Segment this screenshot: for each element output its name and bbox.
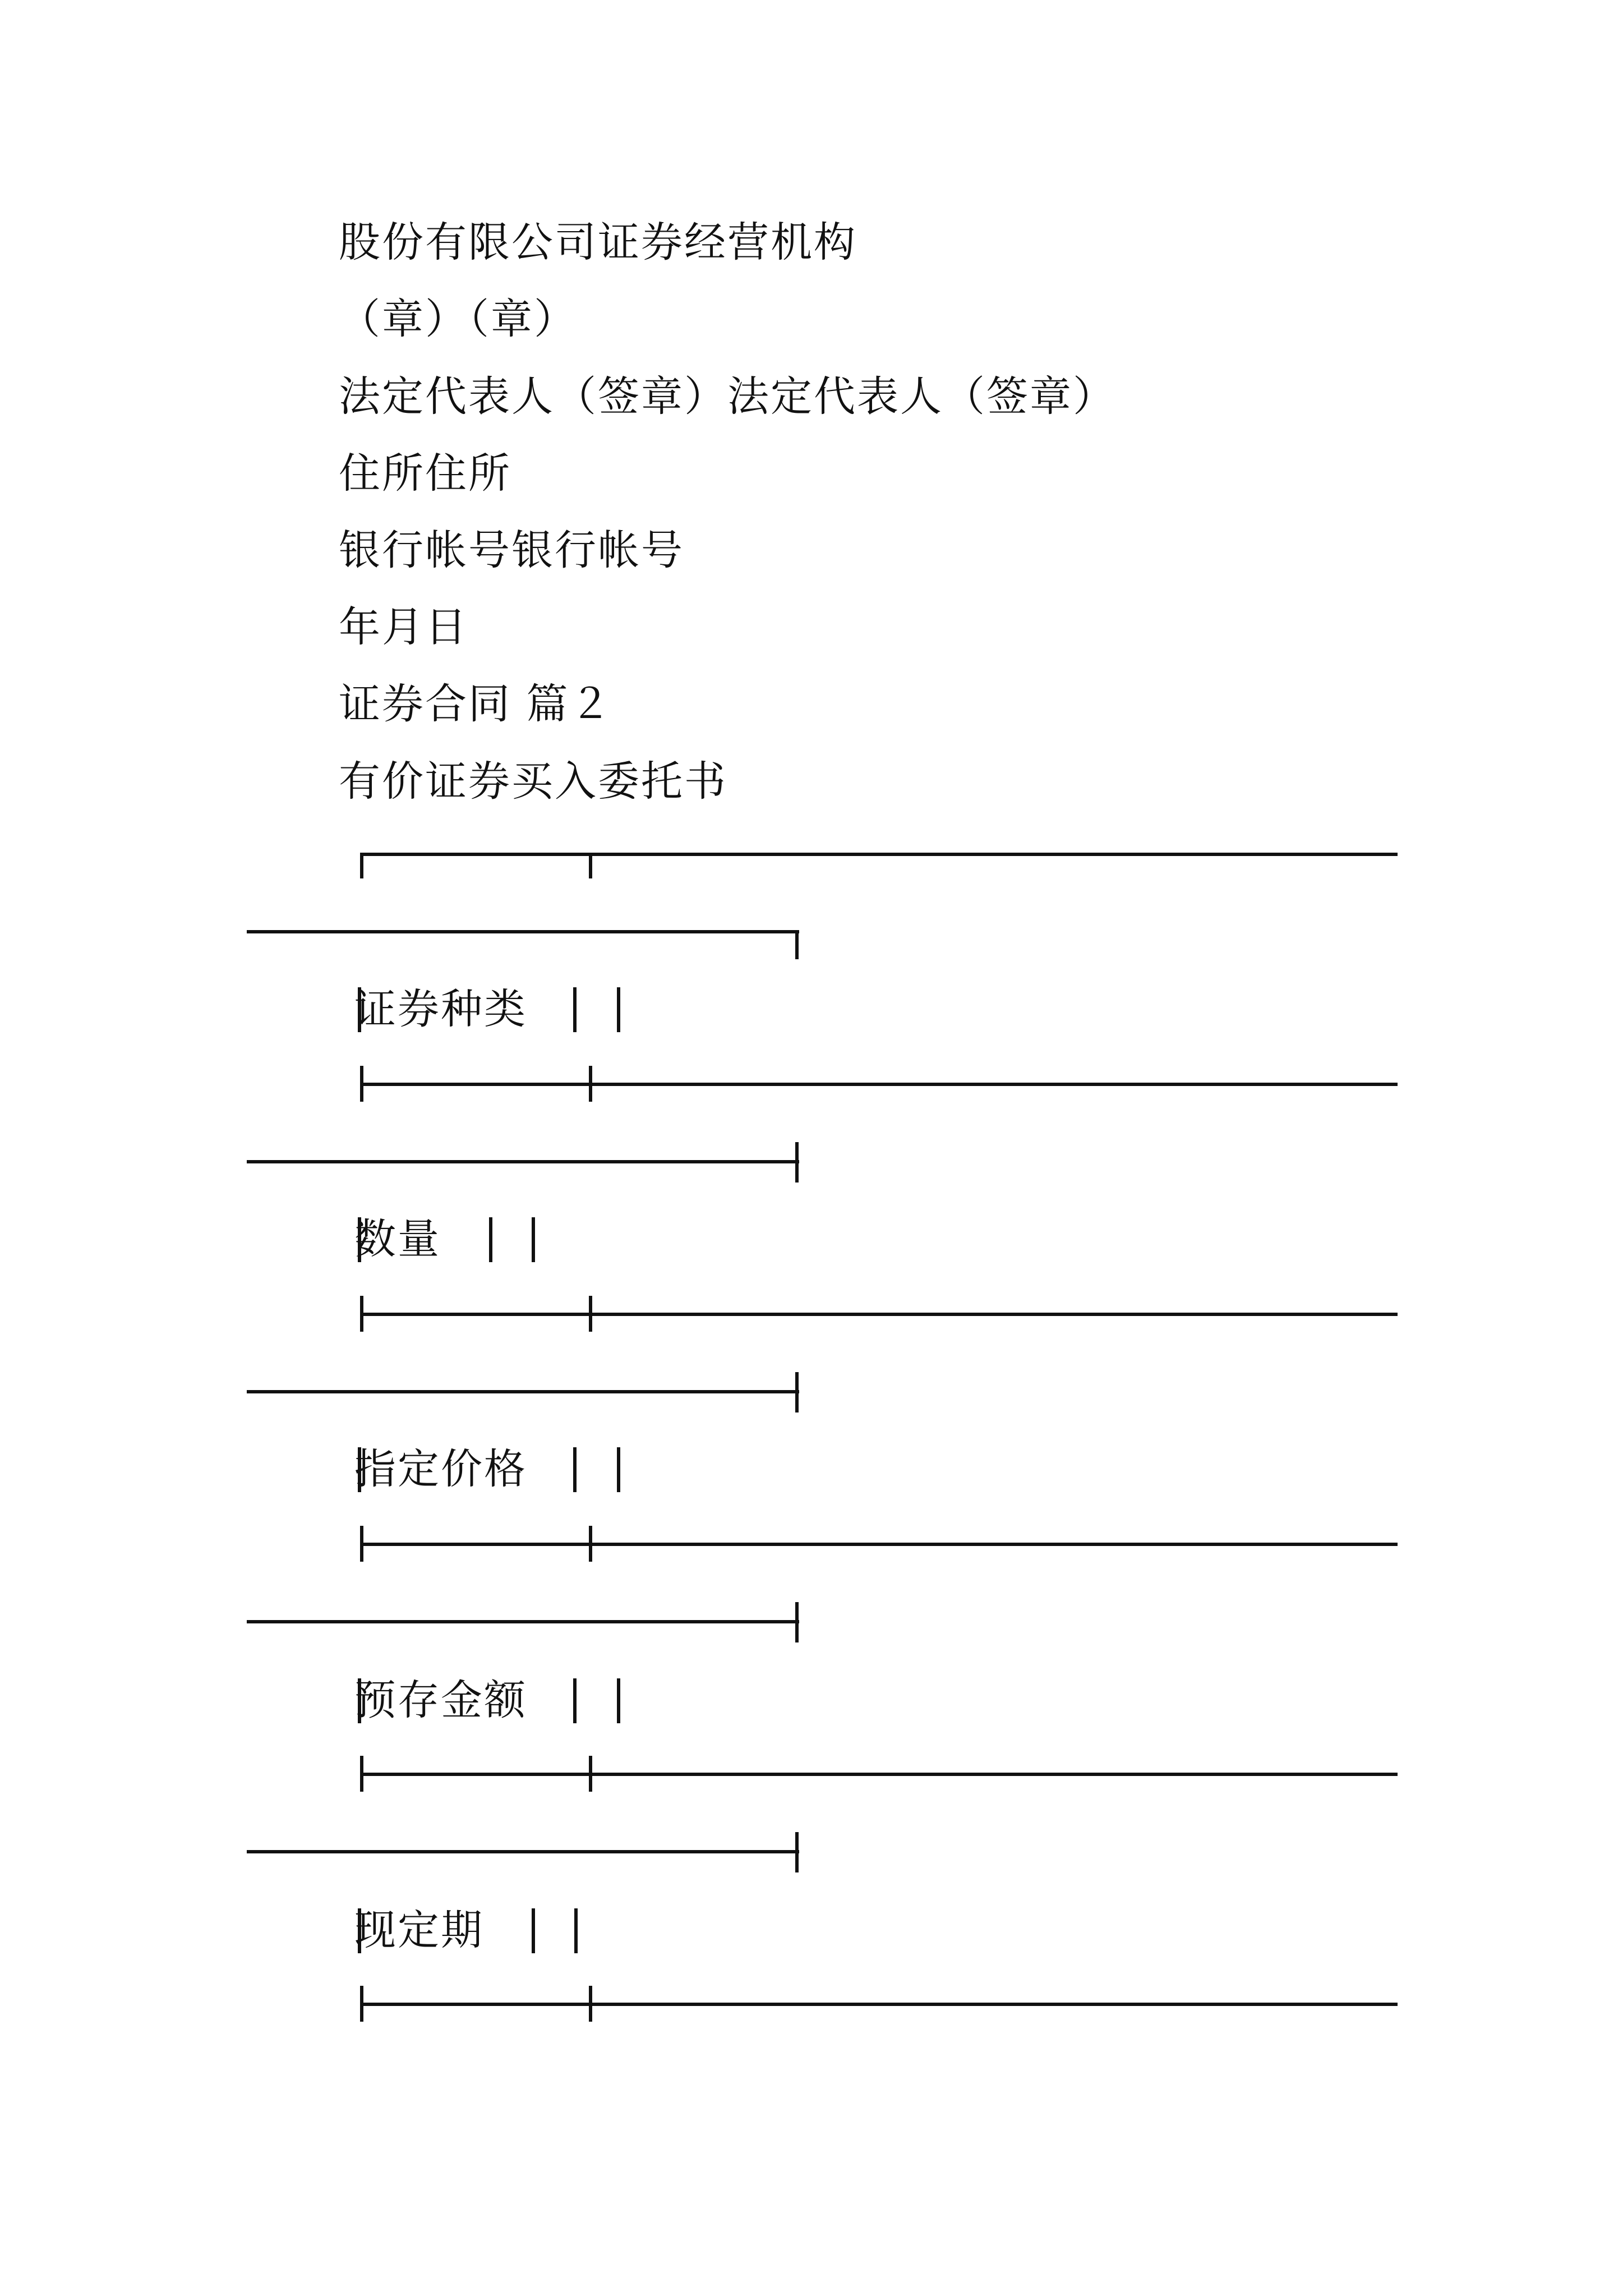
text-line-7: 证券合同 篇２ (339, 680, 613, 728)
separator-5-cross (589, 1986, 592, 2022)
row-4-label: 预存金额 (354, 1676, 527, 1724)
table-corner-left (360, 853, 363, 878)
text-line-8: 有价证券买入委托书 (339, 757, 727, 806)
table-separator-5 (360, 2003, 1398, 2006)
row-5-label: 现定期 (354, 1906, 484, 1954)
table-separator-1 (360, 1083, 1398, 1086)
table-separator-1-wrap (247, 1160, 799, 1163)
separator-1-cross (589, 1066, 592, 1102)
row-3-bar-mid (573, 1447, 577, 1492)
row-5-bar-mid (532, 1908, 535, 1953)
separator-3-left (360, 1526, 363, 1562)
table-top-border (360, 853, 1398, 856)
text-line-6: 年月日 (339, 603, 468, 651)
table-corner-right (795, 930, 799, 959)
separator-4-right (795, 1832, 799, 1872)
text-line-4: 住所住所 (339, 449, 511, 498)
table-separator-2-wrap (247, 1390, 799, 1393)
separator-2-cross (589, 1296, 592, 1332)
row-4-bar-mid (573, 1678, 577, 1723)
text-line-3: 法定代表人（签章）法定代表人（签章） (339, 372, 1116, 421)
separator-2-left (360, 1296, 363, 1332)
row-2-bar-right (532, 1217, 535, 1262)
table-tee-top (589, 853, 592, 878)
row-2-label: 数量 (354, 1215, 441, 1263)
table-separator-4-wrap (247, 1850, 799, 1853)
table-separator-3-wrap (247, 1620, 799, 1623)
table-separator-4 (360, 1773, 1398, 1776)
row-3-label: 指定价格 (354, 1445, 527, 1493)
table-separator-3 (360, 1543, 1398, 1546)
row-4-bar-right (617, 1678, 620, 1723)
row-3-bar-right (617, 1447, 620, 1492)
row-1-bar-right (617, 987, 620, 1032)
text-line-1: 股份有限公司证券经营机构 (339, 218, 857, 266)
separator-2-right (795, 1372, 799, 1412)
separator-3-right (795, 1602, 799, 1642)
text-line-5: 银行帐号银行帐号 (339, 526, 684, 574)
table-top-border-wrap (247, 930, 799, 933)
separator-4-cross (589, 1756, 592, 1792)
separator-1-left (360, 1066, 363, 1102)
text-line-2: （章）（章） (339, 295, 577, 343)
row-5-bar-right (574, 1908, 578, 1953)
table-separator-2 (360, 1313, 1398, 1316)
row-1-bar-mid (573, 987, 577, 1032)
separator-3-cross (589, 1526, 592, 1562)
separator-1-right (795, 1142, 799, 1182)
separator-5-left (360, 1986, 363, 2022)
separator-4-left (360, 1756, 363, 1792)
row-2-bar-mid (489, 1217, 492, 1262)
row-1-label: 证券种类 (354, 985, 527, 1033)
